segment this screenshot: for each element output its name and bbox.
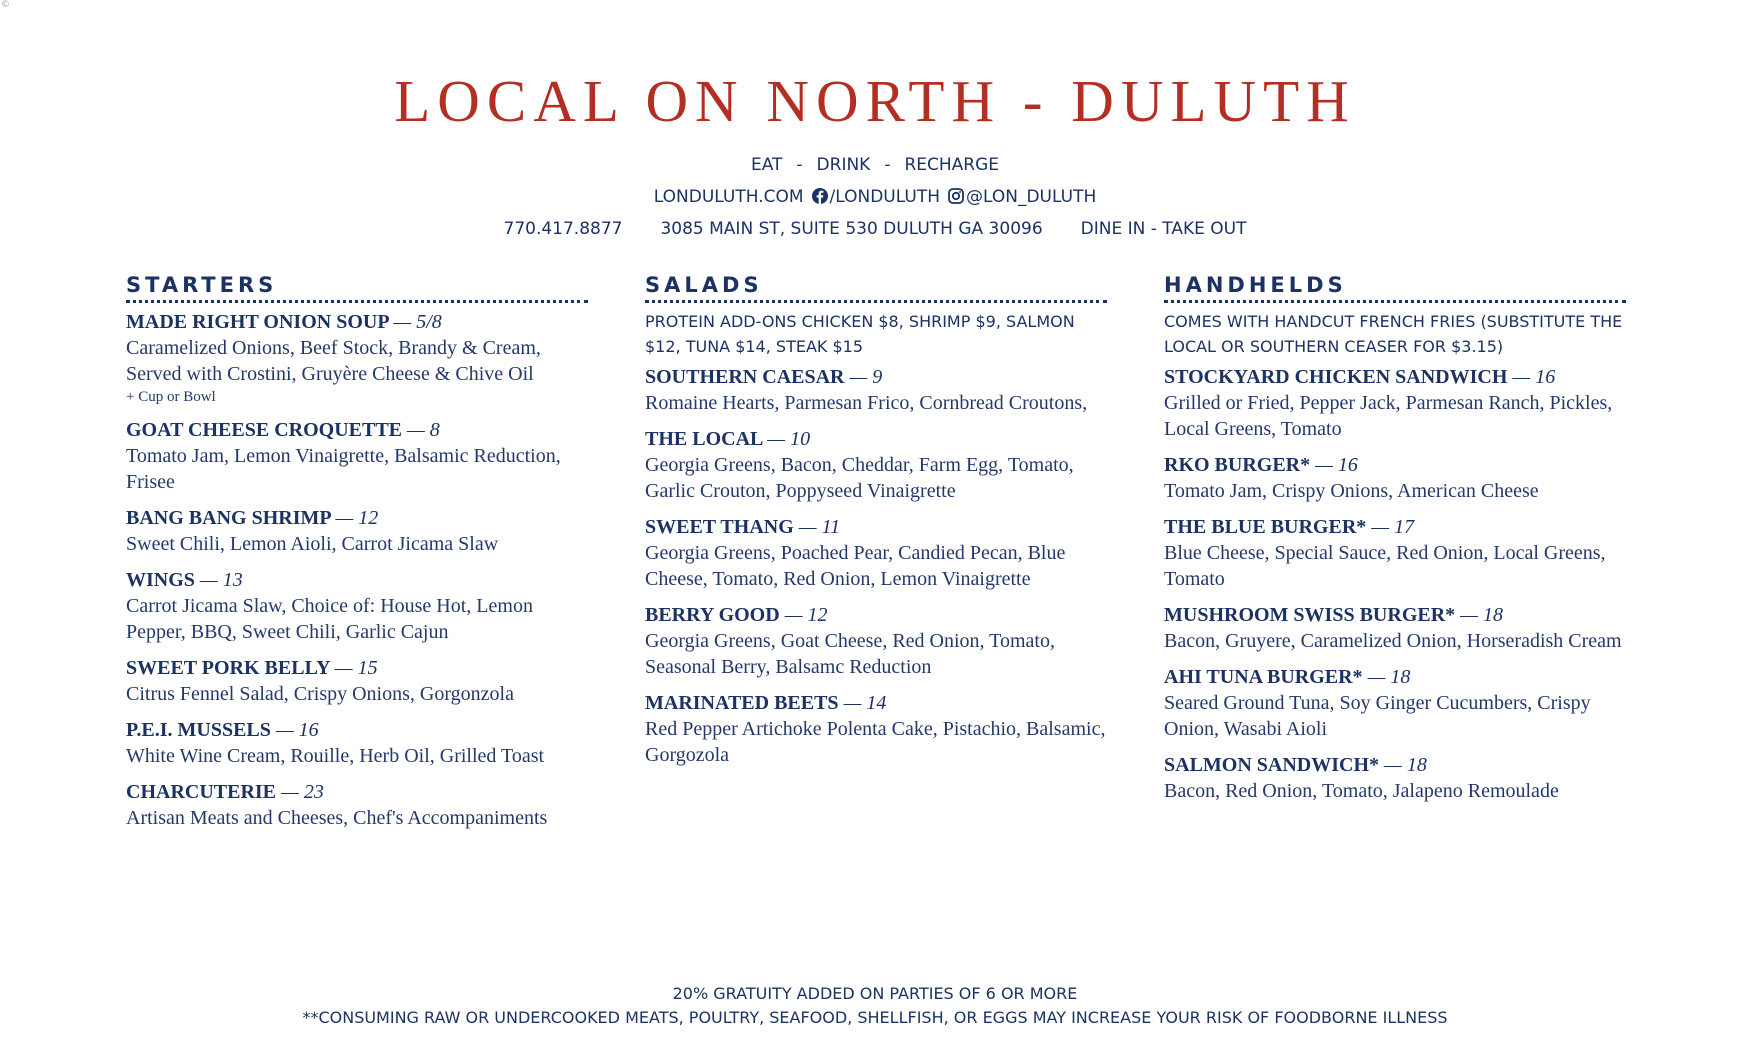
item-price: 9 <box>872 366 883 388</box>
item-description: Red Pepper Artichoke Polenta Cake, Pistachio, Balsamic, Gorgozola <box>645 718 1106 766</box>
menu-item <box>126 505 588 557</box>
item-description: White Wine Cream, Rouille, Herb Oil, Grilled Toast <box>126 745 545 767</box>
item-name: RKO BURGER* <box>1164 454 1311 476</box>
item-dash: — <box>275 719 294 741</box>
item-price: 14 <box>866 692 887 714</box>
contact-line <box>0 185 1750 209</box>
section-heading: HANDHELDS <box>1164 273 1347 297</box>
item-price: 8 <box>429 419 440 441</box>
item-description: Bacon, Gruyere, Caramelized Onion, Horseradish Cream <box>1164 630 1622 652</box>
item-price: 10 <box>790 428 811 450</box>
item-name: BERRY GOOD <box>645 604 780 626</box>
phone-number[interactable]: 770.417.8877 <box>503 219 623 239</box>
foodborne-warning: **CONSUMING RAW OR UNDERCOOKED MEATS, POULTRY, SEAFOOD, SHELLFISH, OR EGGS MAY INCREASE YOUR RISK OF FOODBORNE ILLNESS <box>302 1008 1448 1027</box>
item-dash: — <box>784 604 803 626</box>
item-dash: — <box>1371 516 1390 538</box>
item-price: 16 <box>1337 454 1358 476</box>
item-subnote: + Cup or Bowl <box>126 389 216 405</box>
item-dash: — <box>1460 604 1478 626</box>
menu-item <box>645 514 1107 592</box>
item-dash: — <box>1367 666 1386 688</box>
menu-item <box>1164 752 1626 804</box>
menu-item <box>126 717 588 769</box>
menu-item <box>645 364 1107 416</box>
item-dash: — <box>335 507 354 529</box>
website-link[interactable]: LONDULUTH.COM <box>653 187 804 207</box>
menu-item <box>126 567 588 645</box>
facebook-handle[interactable]: /LONDULUTH <box>829 187 940 207</box>
item-price: 17 <box>1394 516 1415 538</box>
item-name: SWEET PORK BELLY <box>126 657 330 679</box>
item-description: Citrus Fennel Salad, Crispy Onions, Gorgonzola <box>126 683 514 705</box>
item-price: 18 <box>1406 754 1427 776</box>
item-name: GOAT CHEESE CROQUETTE <box>126 419 402 441</box>
item-dash: — <box>843 692 862 714</box>
item-price: 18 <box>1390 666 1411 688</box>
item-description: Tomato Jam, Crispy Onions, American Cheese <box>1164 480 1539 502</box>
item-name: THE LOCAL <box>645 428 763 450</box>
instagram-icon[interactable] <box>948 188 964 204</box>
item-price: 18 <box>1482 604 1503 626</box>
menu-item <box>126 309 588 407</box>
dotted-divider <box>1164 300 1626 303</box>
section-heading: STARTERS <box>126 273 278 297</box>
item-price: 16 <box>298 719 319 741</box>
item-name: CHARCUTERIE <box>126 781 277 803</box>
tagline-drink: DRINK <box>816 155 871 175</box>
section-note: PROTEIN ADD-ONS CHICKEN $8, SHRIMP $9, SALMON $12, TUNA $14, STEAK $15 <box>645 312 1075 356</box>
item-description: Blue Cheese, Special Sauce, Red Onion, Local Greens, Tomato <box>1164 542 1606 590</box>
tagline-recharge: RECHARGE <box>904 155 1000 175</box>
menu-item <box>1164 364 1626 442</box>
item-dash: — <box>281 781 299 803</box>
menu-item <box>645 602 1107 680</box>
menu-item <box>1164 602 1626 654</box>
item-name: SWEET THANG <box>645 516 794 538</box>
location-line <box>0 217 1750 241</box>
item-name: MARINATED BEETS <box>645 692 839 714</box>
service-options: DINE IN - TAKE OUT <box>1080 219 1247 239</box>
dotted-divider <box>126 300 588 303</box>
menu-item <box>645 426 1107 504</box>
item-price: 15 <box>357 657 378 679</box>
item-price: 12 <box>807 604 828 626</box>
item-description: Carrot Jicama Slaw, Choice of: House Hot, Lemon Pepper, BBQ, Sweet Chili, Garlic Cajun <box>126 595 533 643</box>
item-description: Georgia Greens, Poached Pear, Candied Pecan, Blue Cheese, Tomato, Red Onion, Lemon Vinaigrette <box>645 542 1066 590</box>
item-dash: — <box>849 366 868 388</box>
corner-mark: © <box>1 0 10 10</box>
dotted-divider <box>645 300 1107 303</box>
menu-item <box>126 655 588 707</box>
tagline-eat: EAT <box>750 155 783 175</box>
section-heading: SALADS <box>645 273 763 297</box>
item-dash: — <box>767 428 786 450</box>
item-name: STOCKYARD CHICKEN SANDWICH <box>1164 366 1508 388</box>
instagram-handle[interactable]: @LON_DULUTH <box>966 187 1097 207</box>
item-description: Artisan Meats and Cheeses, Chef's Accompaniments <box>126 807 548 829</box>
menu-item <box>1164 452 1626 504</box>
item-name: AHI TUNA BURGER* <box>1164 666 1363 688</box>
item-name: P.E.I. MUSSELS <box>126 719 271 741</box>
menu-column-salads <box>645 272 1107 778</box>
item-dash: — <box>407 419 425 441</box>
item-description: Tomato Jam, Lemon Vinaigrette, Balsamic Reduction, Frisee <box>126 445 561 493</box>
item-name: MUSHROOM SWISS BURGER* <box>1164 604 1456 626</box>
menu-item <box>1164 664 1626 742</box>
item-price: 5/8 <box>416 311 442 333</box>
item-price: 13 <box>222 569 243 591</box>
facebook-icon[interactable] <box>812 188 828 204</box>
menu-item <box>126 779 588 831</box>
item-price: 11 <box>821 516 841 538</box>
item-description: Georgia Greens, Bacon, Cheddar, Farm Egg, Tomato, Garlic Crouton, Poppyseed Vinaigrette <box>645 454 1074 502</box>
section-note: COMES WITH HANDCUT FRENCH FRIES (SUBSTITUTE THE LOCAL OR SOUTHERN CEASER FOR $3.15) <box>1164 312 1623 356</box>
tagline <box>0 153 1750 177</box>
item-dash: — <box>1315 454 1333 476</box>
item-name: SALMON SANDWICH* <box>1164 754 1380 776</box>
item-name: THE BLUE BURGER* <box>1164 516 1367 538</box>
address: 3085 MAIN ST, SUITE 530 DULUTH GA 30096 <box>660 219 1043 239</box>
item-dash: — <box>199 569 218 591</box>
item-description: Georgia Greens, Goat Cheese, Red Onion, Tomato, Seasonal Berry, Balsamc Reduction <box>645 630 1055 678</box>
menu-column-handhelds <box>1164 272 1626 814</box>
restaurant-title: LOCAL ON NORTH - DULUTH <box>394 68 1356 134</box>
menu-item <box>645 690 1107 768</box>
menu-item <box>1164 514 1626 592</box>
gratuity-notice: 20% GRATUITY ADDED ON PARTIES OF 6 OR MORE <box>672 984 1078 1003</box>
item-dash: — <box>334 657 353 679</box>
item-dash: — <box>1384 754 1402 776</box>
item-dash: — <box>393 311 412 333</box>
item-name: BANG BANG SHRIMP <box>126 507 331 529</box>
item-description: Seared Ground Tuna, Soy Ginger Cucumbers, Crispy Onion, Wasabi Aioli <box>1164 692 1591 740</box>
item-dash: — <box>1512 366 1531 388</box>
item-dash: — <box>798 516 817 538</box>
item-price: 12 <box>358 507 379 529</box>
menu-column-starters <box>126 272 588 841</box>
tagline-separator: - <box>796 155 803 175</box>
item-price: 23 <box>303 781 324 803</box>
item-name: MADE RIGHT ONION SOUP <box>126 311 389 333</box>
item-description: Bacon, Red Onion, Tomato, Jalapeno Remoulade <box>1164 780 1559 802</box>
item-description: Grilled or Fried, Pepper Jack, Parmesan Ranch, Pickles, Local Greens, Tomato <box>1164 392 1613 440</box>
tagline-separator: - <box>884 155 891 175</box>
item-description: Romaine Hearts, Parmesan Frico, Cornbread Croutons, <box>645 392 1088 414</box>
menu-item <box>126 417 588 495</box>
item-name: SOUTHERN CAESAR <box>645 366 845 388</box>
item-description: Caramelized Onions, Beef Stock, Brandy & Cream, Served with Crostini, Gruyère Cheese & Chive Oil <box>126 337 541 385</box>
item-price: 16 <box>1535 366 1556 388</box>
item-name: WINGS <box>126 569 195 591</box>
item-description: Sweet Chili, Lemon Aioli, Carrot Jicama Slaw <box>126 533 499 555</box>
